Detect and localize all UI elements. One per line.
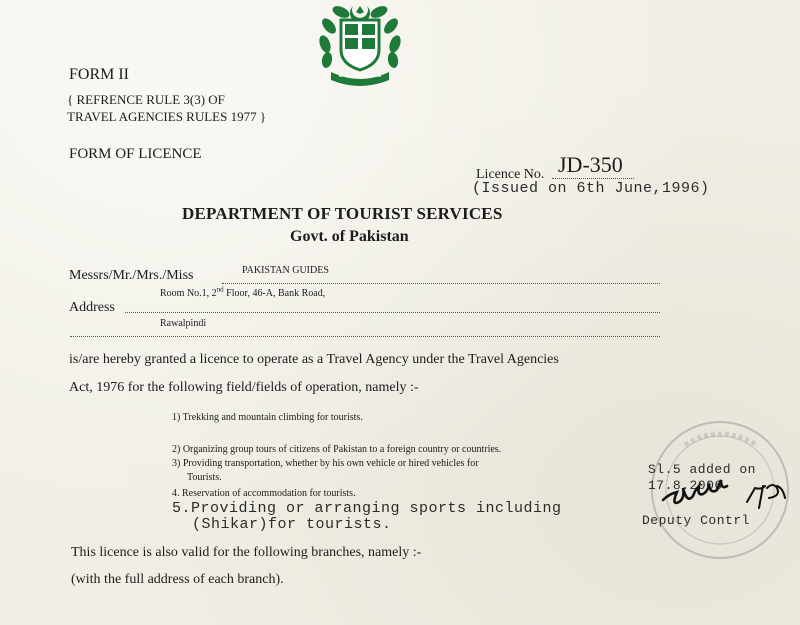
state-emblem-icon xyxy=(315,2,405,92)
grant-text-line1: is/are hereby granted a licence to operate as a Travel Agency under the Travel Agencies xyxy=(69,352,559,367)
added-field-5-line1: 5.Providing or arranging sports including xyxy=(172,500,562,517)
field-item-4: 4. Reservation of accommodation for tourists. xyxy=(172,488,356,499)
address-line1 xyxy=(160,285,326,299)
address-superscript: nd xyxy=(216,285,224,294)
address-line2: Rawalpindi xyxy=(160,318,207,329)
holder-name-line xyxy=(222,283,660,284)
licence-number: JD-350 xyxy=(558,152,623,177)
field-item-3: 3) Providing transportation, whether by his own vehicle or hired vehicles for xyxy=(172,458,479,469)
annotation-line1: Sl.5 added on xyxy=(648,462,756,477)
annotation-line3: Deputy Contrl xyxy=(642,513,750,528)
field-item-2: 2) Organizing group tours of citizens of Pakistan to a foreign country or countries. xyxy=(172,444,502,455)
holder-name: PAKISTAN GUIDES xyxy=(242,265,329,276)
branches-text-line2: (with the full address of each branch). xyxy=(71,572,284,587)
department-title: DEPARTMENT OF TOURIST SERVICES xyxy=(182,204,503,223)
form-number: FORM II xyxy=(69,66,130,83)
grant-text-line2: Act, 1976 for the following field/fields of operation, namely :- xyxy=(69,380,419,395)
rule-reference-line2: TRAVEL AGENCIES RULES 1977 } xyxy=(67,109,267,124)
address-line1-dots xyxy=(125,312,660,313)
field-item-1: 1) Trekking and mountain climbing for tourists. xyxy=(172,412,363,423)
signature-icon xyxy=(655,478,800,528)
branches-text-line1: This licence is also valid for the following branches, namely :- xyxy=(71,545,422,560)
licence-number-label: Licence No. xyxy=(476,167,545,182)
address-part2: Floor, 46-A, Bank Road, xyxy=(223,288,326,299)
annotation-line2: 17.8.2006 xyxy=(648,478,723,493)
government-title: Govt. of Pakistan xyxy=(290,228,409,245)
address-line2-dots xyxy=(70,336,660,337)
field-item-3-cont: Tourists. xyxy=(187,472,222,483)
licence-issue-date: (Issued on 6th June,1996) xyxy=(472,180,710,197)
address-part1: Room No.1, 2 xyxy=(160,288,217,299)
rule-reference-line1: { REFRENCE RULE 3(3) OF xyxy=(67,92,225,107)
form-title: FORM OF LICENCE xyxy=(69,146,202,162)
address-label: Address xyxy=(69,300,115,315)
messrs-label: Messrs/Mr./Mrs./Miss xyxy=(69,268,194,283)
added-field-5-line2: (Shikar)for tourists. xyxy=(192,516,392,533)
licence-number-line xyxy=(552,178,634,179)
